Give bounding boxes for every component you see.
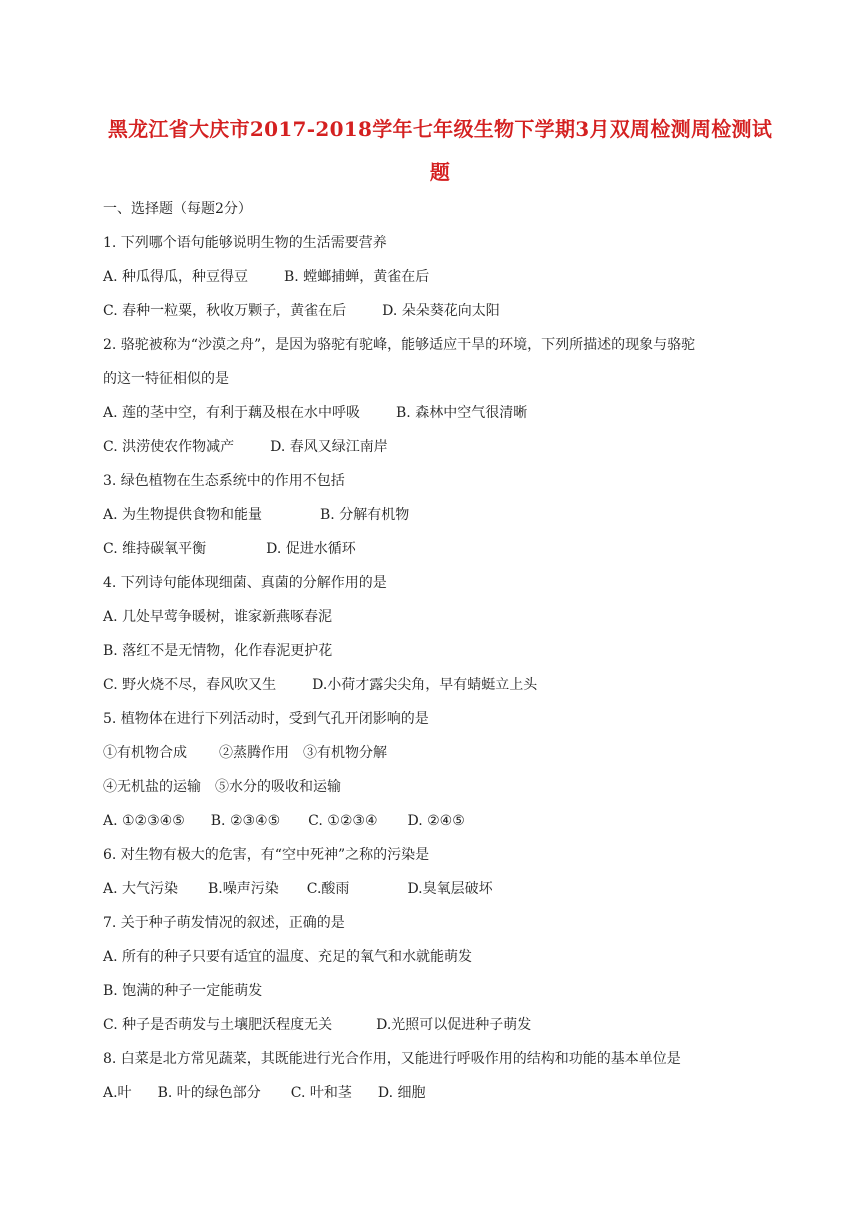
question-stem: 1. 下列哪个语句能够说明生物的生活需要营养 xyxy=(103,235,387,251)
statement: ②蒸腾作用 xyxy=(219,745,289,761)
option-row xyxy=(103,642,332,660)
option: D. ②④⑤ xyxy=(407,813,465,829)
question-stem: 6. 对生物有极大的危害，有“空中死神”之称的污染是 xyxy=(103,847,430,863)
option: D. 春风又绿江南岸 xyxy=(270,439,388,455)
option-row xyxy=(103,268,429,286)
option-row xyxy=(103,302,500,320)
option-row xyxy=(103,676,537,694)
option-row xyxy=(103,404,527,422)
option: A. ①②③④⑤ xyxy=(103,813,185,829)
option: B. 叶的绿色部分 xyxy=(157,1085,261,1101)
option: A. 大气污染 xyxy=(103,881,179,897)
option: A.叶 xyxy=(103,1085,132,1101)
option: B.噪声污染 xyxy=(208,881,279,897)
option-row xyxy=(103,1084,426,1102)
document-title-line-2: 题 xyxy=(429,160,451,184)
option: A. 为生物提供食物和能量 xyxy=(103,507,263,523)
option: C. 叶和茎 xyxy=(290,1085,352,1101)
statement: ④无机盐的运输 xyxy=(103,779,201,795)
option-row xyxy=(103,948,472,966)
question-stem: 5. 植物体在进行下列活动时，受到气孔开闭影响的是 xyxy=(103,711,429,727)
option-row xyxy=(103,438,388,456)
option-row xyxy=(103,744,387,762)
option: C. 野火烧不尽，春风吹又生 xyxy=(103,677,277,693)
document-title-line-1: 黑龙江省大庆市2017-2018学年七年级生物下学期3月双周检测周检测试 xyxy=(107,117,773,141)
option-row xyxy=(103,1016,531,1034)
option: D. 朵朵葵花向太阳 xyxy=(382,303,500,319)
option-row xyxy=(103,506,409,524)
section-heading: 一、选择题（每题2分） xyxy=(103,201,252,217)
option: C. 维持碳氧平衡 xyxy=(103,541,207,557)
option: A. 种瓜得瓜，种豆得豆 xyxy=(103,269,249,285)
option-row xyxy=(103,812,465,830)
option: C. 洪涝使农作物减产 xyxy=(103,439,235,455)
option: D.小荷才露尖尖角，早有蜻蜓立上头 xyxy=(312,677,538,693)
statement: ③有机物分解 xyxy=(303,745,387,761)
option: C. ①②③④ xyxy=(308,813,378,829)
statement: ①有机物合成 xyxy=(103,745,187,761)
option-row xyxy=(103,778,341,796)
question-stem-continued: 的这一特征相似的是 xyxy=(103,371,229,387)
option: B. 森林中空气很清晰 xyxy=(396,405,528,421)
question-stem: 3. 绿色植物在生态系统中的作用不包括 xyxy=(103,473,345,489)
option: B. 落红不是无情物，化作春泥更护花 xyxy=(103,643,333,659)
option: D.光照可以促进种子萌发 xyxy=(376,1017,532,1033)
option: A. 所有的种子只要有适宜的温度、充足的氧气和水就能萌发 xyxy=(103,949,473,965)
question-stem: 8. 白菜是北方常见蔬菜，其既能进行光合作用，又能进行呼吸作用的结构和功能的基本单位是 xyxy=(103,1051,681,1067)
option-row xyxy=(103,608,332,626)
question-stem: 4. 下列诗句能体现细菌、真菌的分解作用的是 xyxy=(103,575,387,591)
statement: ⑤水分的吸收和运输 xyxy=(215,779,341,795)
option: C.酸雨 xyxy=(306,881,350,897)
option: B. 饱满的种子一定能萌发 xyxy=(103,983,263,999)
question-stem: 7. 关于种子萌发情况的叙述，正确的是 xyxy=(103,915,345,931)
option-row xyxy=(103,540,356,558)
option: A. 莲的茎中空，有利于藕及根在水中呼吸 xyxy=(103,405,361,421)
option: D.臭氧层破坏 xyxy=(407,881,493,897)
option: B. 分解有机物 xyxy=(320,507,410,523)
option: A. 几处早莺争暖树，谁家新燕啄春泥 xyxy=(103,609,333,625)
option: B. ②③④⑤ xyxy=(210,813,281,829)
option: C. 春种一粒粟，秋收万颗子，黄雀在后 xyxy=(103,303,347,319)
option-row xyxy=(103,880,493,898)
option-row xyxy=(103,982,262,1000)
option: C. 种子是否萌发与土壤肥沃程度无关 xyxy=(103,1017,333,1033)
option: D. 细胞 xyxy=(377,1085,426,1101)
option: B. 螳螂捕蝉，黄雀在后 xyxy=(284,269,430,285)
question-stem: 2. 骆驼被称为“沙漠之舟”，是因为骆驼有驼峰，能够适应干旱的环境，下列所描述的现象与骆驼 xyxy=(103,337,696,353)
option: D. 促进水循环 xyxy=(266,541,356,557)
